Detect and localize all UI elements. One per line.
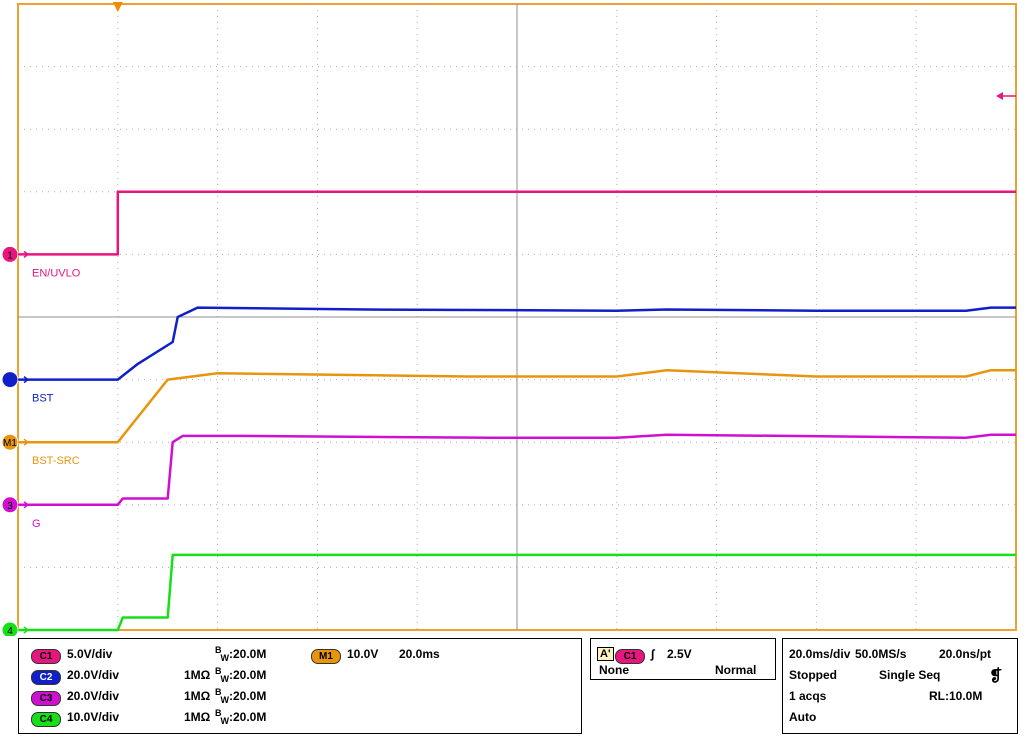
trigger-coupling: None [599,663,629,677]
resolution: 20.0ns/pt [939,647,992,661]
math1-scale: 10.0V [347,647,379,661]
ground-marker-label-1: 1 [7,250,13,262]
acq-count: 1 acqs [789,689,827,703]
ch1-bandwidth: $^B_W$:20.0M [215,645,267,663]
ch3-impedance: 1MΩ [184,689,211,703]
acquisition-panel [782,638,1018,734]
trigger-source-badge: C1 [615,649,645,664]
ch4-scale: 10.0V/div [67,710,120,724]
record-length: RL:10.0M [929,689,983,703]
ch2-badge: C2 [31,670,61,685]
trigger-panel [590,638,776,680]
ch4-bandwidth: $^B_W$:20.0M [215,708,267,726]
ch1-badge: C1 [31,649,61,664]
ch4-impedance: 1MΩ [184,710,211,724]
ground-marker-label-3: M1 [3,438,17,450]
thermometer-icon: ❡ [989,668,1003,685]
acq-state: Stopped [789,668,837,682]
series-label-3: BST-SRC [32,455,80,468]
trigger-auto: Auto [789,710,817,724]
ch1-scale: 5.0V/div [67,647,113,661]
trigger-a-label: A' [597,647,614,661]
trigger-level: 2.5V [667,647,692,661]
series-label-4: G [32,517,41,530]
acq-sequence: Single Seq [879,668,941,682]
timebase: 20.0ms/div [789,647,851,661]
series-label-1: EN/UVLO [32,267,81,280]
ch2-scale: 20.0V/div [67,668,120,682]
trigger-slope-icon: ∫ [651,647,655,661]
trigger-mode: Normal [715,663,757,677]
ch2-impedance: 1MΩ [184,668,211,682]
channel-readout-panel [18,638,582,734]
ch3-scale: 20.0V/div [67,689,120,703]
ch2-bandwidth: $^B_W$:20.0M [215,666,267,684]
series-label-2: BST [32,392,54,405]
ch3-bandwidth: $^B_W$:20.0M [215,687,267,705]
math1-badge: M1 [311,649,341,664]
ground-marker-2 [2,372,18,388]
math1-time: 20.0ms [399,647,440,661]
ground-marker-label-4: 3 [7,500,13,512]
ground-marker-label-5: 4 [7,626,13,636]
ch4-badge: C4 [31,712,61,727]
ch3-badge: C3 [31,691,61,706]
sample-rate: 50.0MS/s [855,647,907,661]
